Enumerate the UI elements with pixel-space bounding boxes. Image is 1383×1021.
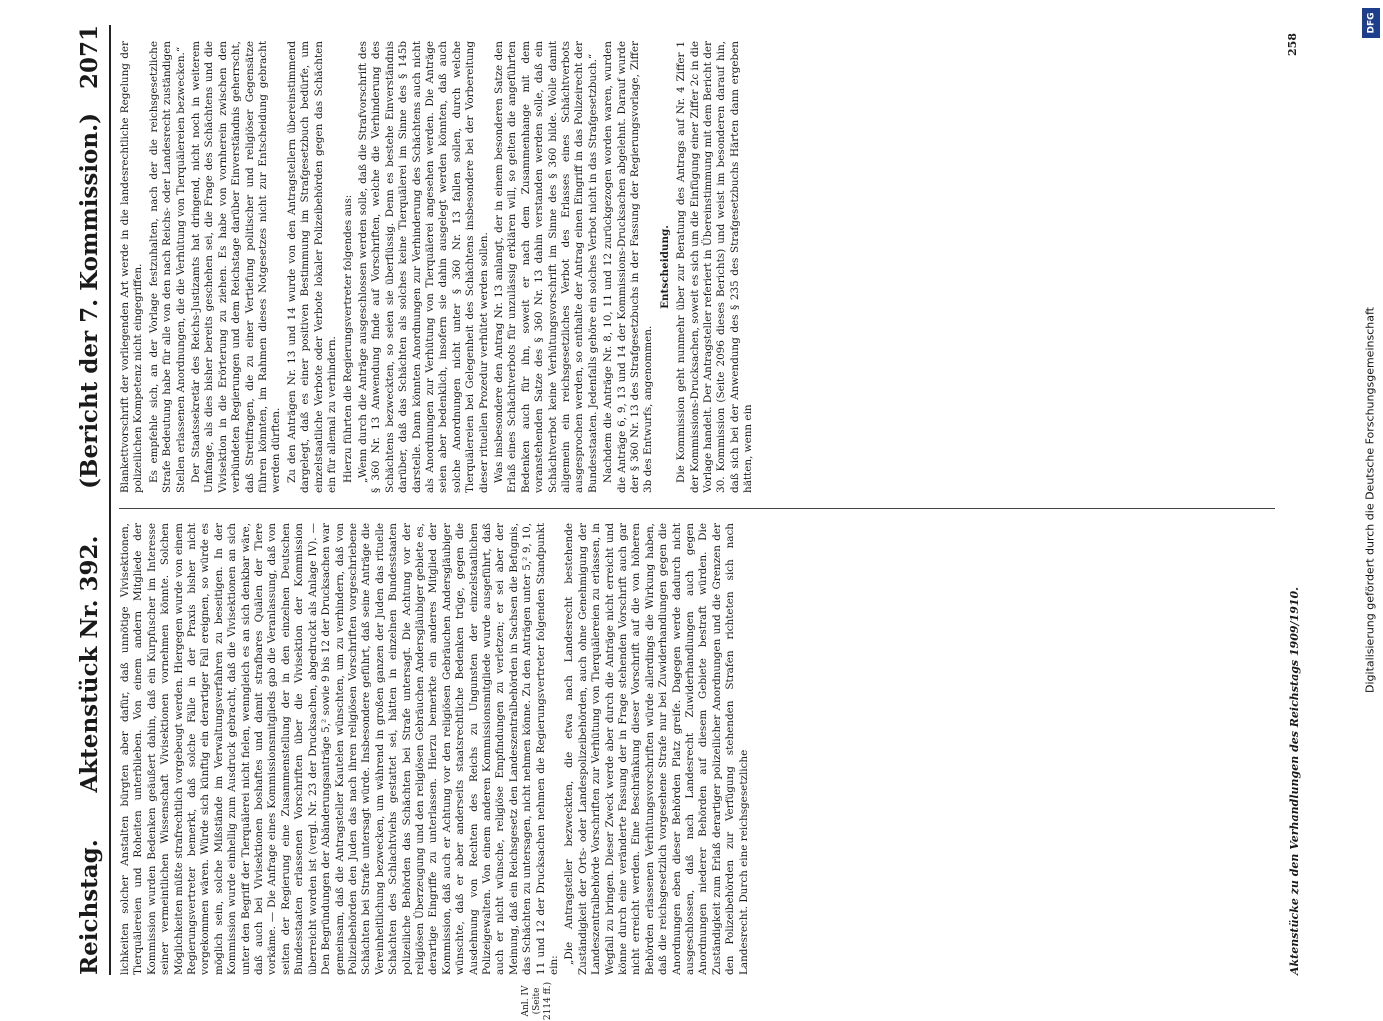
- left-paragraph: „Die Antragsteller bezweckten, die etwa nach Landesrecht bestehende Zuständigkeit der Orts- oder Landespolizeibehörden, auch ohne Genehmigung der Landeszentralbehörde Vorschriften zur Verhütung von Tierquälereien zu erlassen, in Wegfall zu bringen. Dieser Zweck werde aber durch die Anträge nicht erreicht und könne durch eine veränderte Fassung der in Frage stehenden Vorschrift auch gar nicht erreicht werden. Eine Beschränkung dieser Vorschrift auf die von höheren Behörden erlassenen Verhütungsvorschriften würde allerdings die Wirkung haben, daß die reichsgesetzlich vorgesehene Strafe nur bei Zuwiderhandlungen gegen die Anordnungen eben dieser Behörden Platz greife. Dagegen werde dadurch nicht ausgeschlossen, daß nach Landesrecht Zuwiderhandlungen auch gegen Anordnungen niederer Behörden auf diesem Gebiete bestraft würden. Die Zuständigkeit zum Erlaß derartiger polizeilicher Anordnungen und die Grenzen der den Polizeibehörden zur Verfügung stehenden Strafen richteten sich nach Landesrecht. Durch eine reichsgesetzliche: [563, 523, 750, 975]
- right-paragraph: Der Staatssekretär des Reichs-Justizamts hat dringend, nicht noch in weiterem Umfange, als dies bisher bereits geschehen sei, die Frage des Schächtens und die Vivisektion in die Erörterung zu ziehen. Es habe von vornherein zwischen den verbündeten Regierungen und dem Reichstage darüber Einverständnis geherrscht, daß Streitfragen, die zu einer Vertiefung politischer und religiöser Gegensätze führen könnten, im Rahmen dieses Notgesetzes nicht zur Entscheidung gebracht werden dürften.: [190, 41, 283, 493]
- header-left: Reichstag.: [75, 839, 103, 975]
- header-center: Aktenstück Nr. 392.: [75, 535, 103, 793]
- rotated-document-page: [51, 25, 1331, 1021]
- right-paragraph: Hierzu führten die Regierungsvertreter folgendes aus:: [341, 194, 354, 483]
- left-paragraph: lichkeiten solcher Anstalten bürgten aber dafür, daß unnötige Vivisektionen, Tierquälereien und Roheiten unterblieben. Von einem andern Mitgliede der Kommission wurden Bedenken geäußert dahin, daß ein Kurpfuscher im Interesse seiner vermeintlichen Wissenschaft Vivisektionen vornehmen könnte. Solchen Möglichkeiten müßte strafrechtlich vorgebeugt werden. Hiergegen wurde von einem Regierungsvertreter bemerkt, daß solche Fälle in der Praxis bisher nicht vorgekommen wären. Würde sich künftig ein derartiger Fall ereignen, so würde es möglich sein, solche Mißstände im Verwaltungsverfahren zu beseitigen. In der Kommission wurde einhellig zum Ausdruck gebracht, daß die Vivisektionen an sich unter den Begriff der Tierquälerei nicht fielen, wenngleich es an sich denkbar wäre, daß auch bei Vivisektionen boshaftes und damit strafbares Quälen der Tiere vorkäme. — Die Anfrage eines Kommissionsmitglieds gab die Veranlassung, daß von seiten der Regierung eine Zusammenstellung der in den einzelnen Deutschen Bundesstaaten erlassenen Vorschriften über die Vivisektion der Kommission überreicht worden ist (vergl. Nr. 23 der Drucksachen, abgedruckt als Anlage IV). — Den Begründungen der Abänderungsanträge 5,² sowie 9 bis 12 der Drucksachen war gemeinsam, daß die Antragsteller Kautelen wünschten, um zu verhindern, daß von Polizeibehörden den Juden das nach ihren religiösen Vorschriften vorgeschriebene Schächten bei Strafe untersagt würde. Insbesondere geführt, daß seine Anträge die Vereinheitlichung bezwecken, um während in großen ganzen der Juden das rituelle Schächten des Schlachtviehs gestattet sei, hätten in einzelnen Bundesstaaten polizeiliche Behörden das Schächten bei Strafe untersagt. Die Achtung vor der religiösen Überzeugung und den religiösen Gebräuchen Andersgläubiger gebiete es, derartige Eingriffe zu unterlassen. Hierzu bemerkte ein anderes Mitglied der Kommission, daß auch er Achtung vor den religiösen Gebräuchen Andersgläubiger wünschte, daß er aber anderseits staatsrechtliche Bedenken trüge, gegen die Ausdehnung von Rechten des Reichs zu Ungunsten der einzelstaatlichen Polizeigewalten. Von einem anderen Kommissionsmitgliede wurde ausgeführt, daß auch er nicht wünsche, religiöse Empfindungen zu verletzen; er sei aber der Meinung, daß ein Reichsgesetz den Landeszentralbehörden in Sachsen die Befugnis, das Schächten zu untersagen, nicht nehmen könne. Zu den Anträgen unter 5,² 9, 10, 11 und 12 der Drucksachen nehmen die Regierungsvertreter folgenden Standpunkt ein:: [119, 523, 560, 975]
- closing-paragraph: Die Kommission geht nunmehr über zur Beratung des Antrags auf Nr. 4 Ziffer 1 der Kommissions-Drucksachen, soweit es sich um die Einfügung einer Ziffer 2c in die Vorlage handelt. Der Antragsteller referiert in Übereinstimmung mit dem Bericht der 30. Kommission (Seite 2096 dieses Berichts) und weist im besonderen darauf hin, daß sich bei der Anwendung des § 235 des Strafgesetzbuchs Härten dann ergeben hätten, wenn ein: [675, 41, 755, 493]
- caption-text: Digitalisierung gefördert durch die Deutsche Forschungsgemeinschaft: [1363, 307, 1377, 693]
- left-column: [119, 523, 1275, 975]
- column-divider: [119, 508, 1275, 509]
- page-number: 2071: [75, 25, 103, 90]
- right-paragraph: Zu den Anträgen Nr. 13 und 14 wurde von den Antragstellern übereinstimmend dargelegt, daß es einer positiven Bestimmung im Strafgesetzbuch bedürfe, um einzelstaatliche Verbote oder Verbote lokaler Polizeibehörden gegen das Schächten ein für allemal zu verhindern.: [285, 41, 339, 493]
- dfg-logo: DFG: [1362, 8, 1380, 38]
- right-paragraph: Es empfehle sich, an der Vorlage festzuhalten, nach der die reichsgesetzliche Strafe Bedeutung habe für alle von den nach Reichs- oder Landesrecht zuständigen Stellen erlassenen Anordnungen, die die Verhütung von Tierquälereien bezwecken.“: [147, 41, 187, 493]
- right-paragraph: Was insbesondere den Antrag Nr. 13 anlangt, der in einem besonderen Satze den Erlaß eines Schächtverbots für unzulässig erklären will, so gelten die angeführten Bedenken auch für ihn, soweit er nach dem Zusammenhange mit dem voranstehenden Satze des § 360 Nr. 13 dahin verstanden werden solle, daß ein Schächtverbot keine Verhütungsvorschrift im Sinne des § 360 bilde. Wolle damit allgemein ein reichsgesetzliches Verbot des Erlasses eines Schächtverbots ausgesprochen werden, so enthalte der Antrag einen Eingriff in das Polizeirecht der Bundesstaaten. Jedenfalls gehöre ein solches Verbot nicht in das Strafgesetzbuch.“: [492, 41, 599, 493]
- right-column: [119, 41, 1275, 493]
- footer-source: Aktenstücke zu den Verhandlungen des Reichstags 1909/1910.: [1288, 587, 1301, 975]
- digitization-caption: [1359, 0, 1381, 1000]
- section-heading: Entscheidung.: [658, 225, 671, 309]
- right-paragraph: Blankettvorschrift der vorliegenden Art werde in die landesrechtliche Regelung der polizeilichen Kompetenz nicht eingegriffen.: [119, 41, 145, 493]
- page-header: [69, 25, 111, 975]
- footer-sheet-number: 258: [1286, 33, 1299, 56]
- header-right: (Bericht der 7. Kommission.): [75, 113, 103, 489]
- right-paragraph: Nachdem die Anträge Nr. 8, 10, 11 und 12 zurückgezogen worden waren, wurden die Anträge 6, 9, 13 und 14 der Kommissions-Drucksachen abgelehnt. Darauf wurde der § 360 Nr. 13 des Strafgesetzbuchs in der Fassung der Regierungsvorlage, Ziffer 3b des Entwurfs, angenommen.: [602, 41, 655, 493]
- margin-note: Anl. IV (Seite 2114 ff.): [521, 981, 553, 1021]
- right-paragraph: „Wenn durch die Anträge ausgeschlossen werden solle, daß die Strafvorschrift des § 360 Nr. 13 Anwendung finde auf Vorschriften, welche die Verhinderung des Schächtens bezweckten, so seien sie überflüssig. Denn es bestehe Einverständnis darüber, daß das Schächten als solches keine Tierquälerei im Sinne des § 145b darstelle. Dann könnten Anordnungen zur Verhinderung des Schächtens auch nicht als Anordnungen zur Verhütung von Tierquälerei angesehen werden. Die Anträge seien aber bedenklich, insofern sie dahin ausgelegt werden könnten, daß auch solche Anordnungen nicht unter § 360 Nr. 13 fallen sollen, durch welche Tierquälereien bei Gelegenheit des Schächtens insbesondere bei der Vorbereitung dieser rituellen Prozedur verhütet werden sollen.: [356, 41, 490, 493]
